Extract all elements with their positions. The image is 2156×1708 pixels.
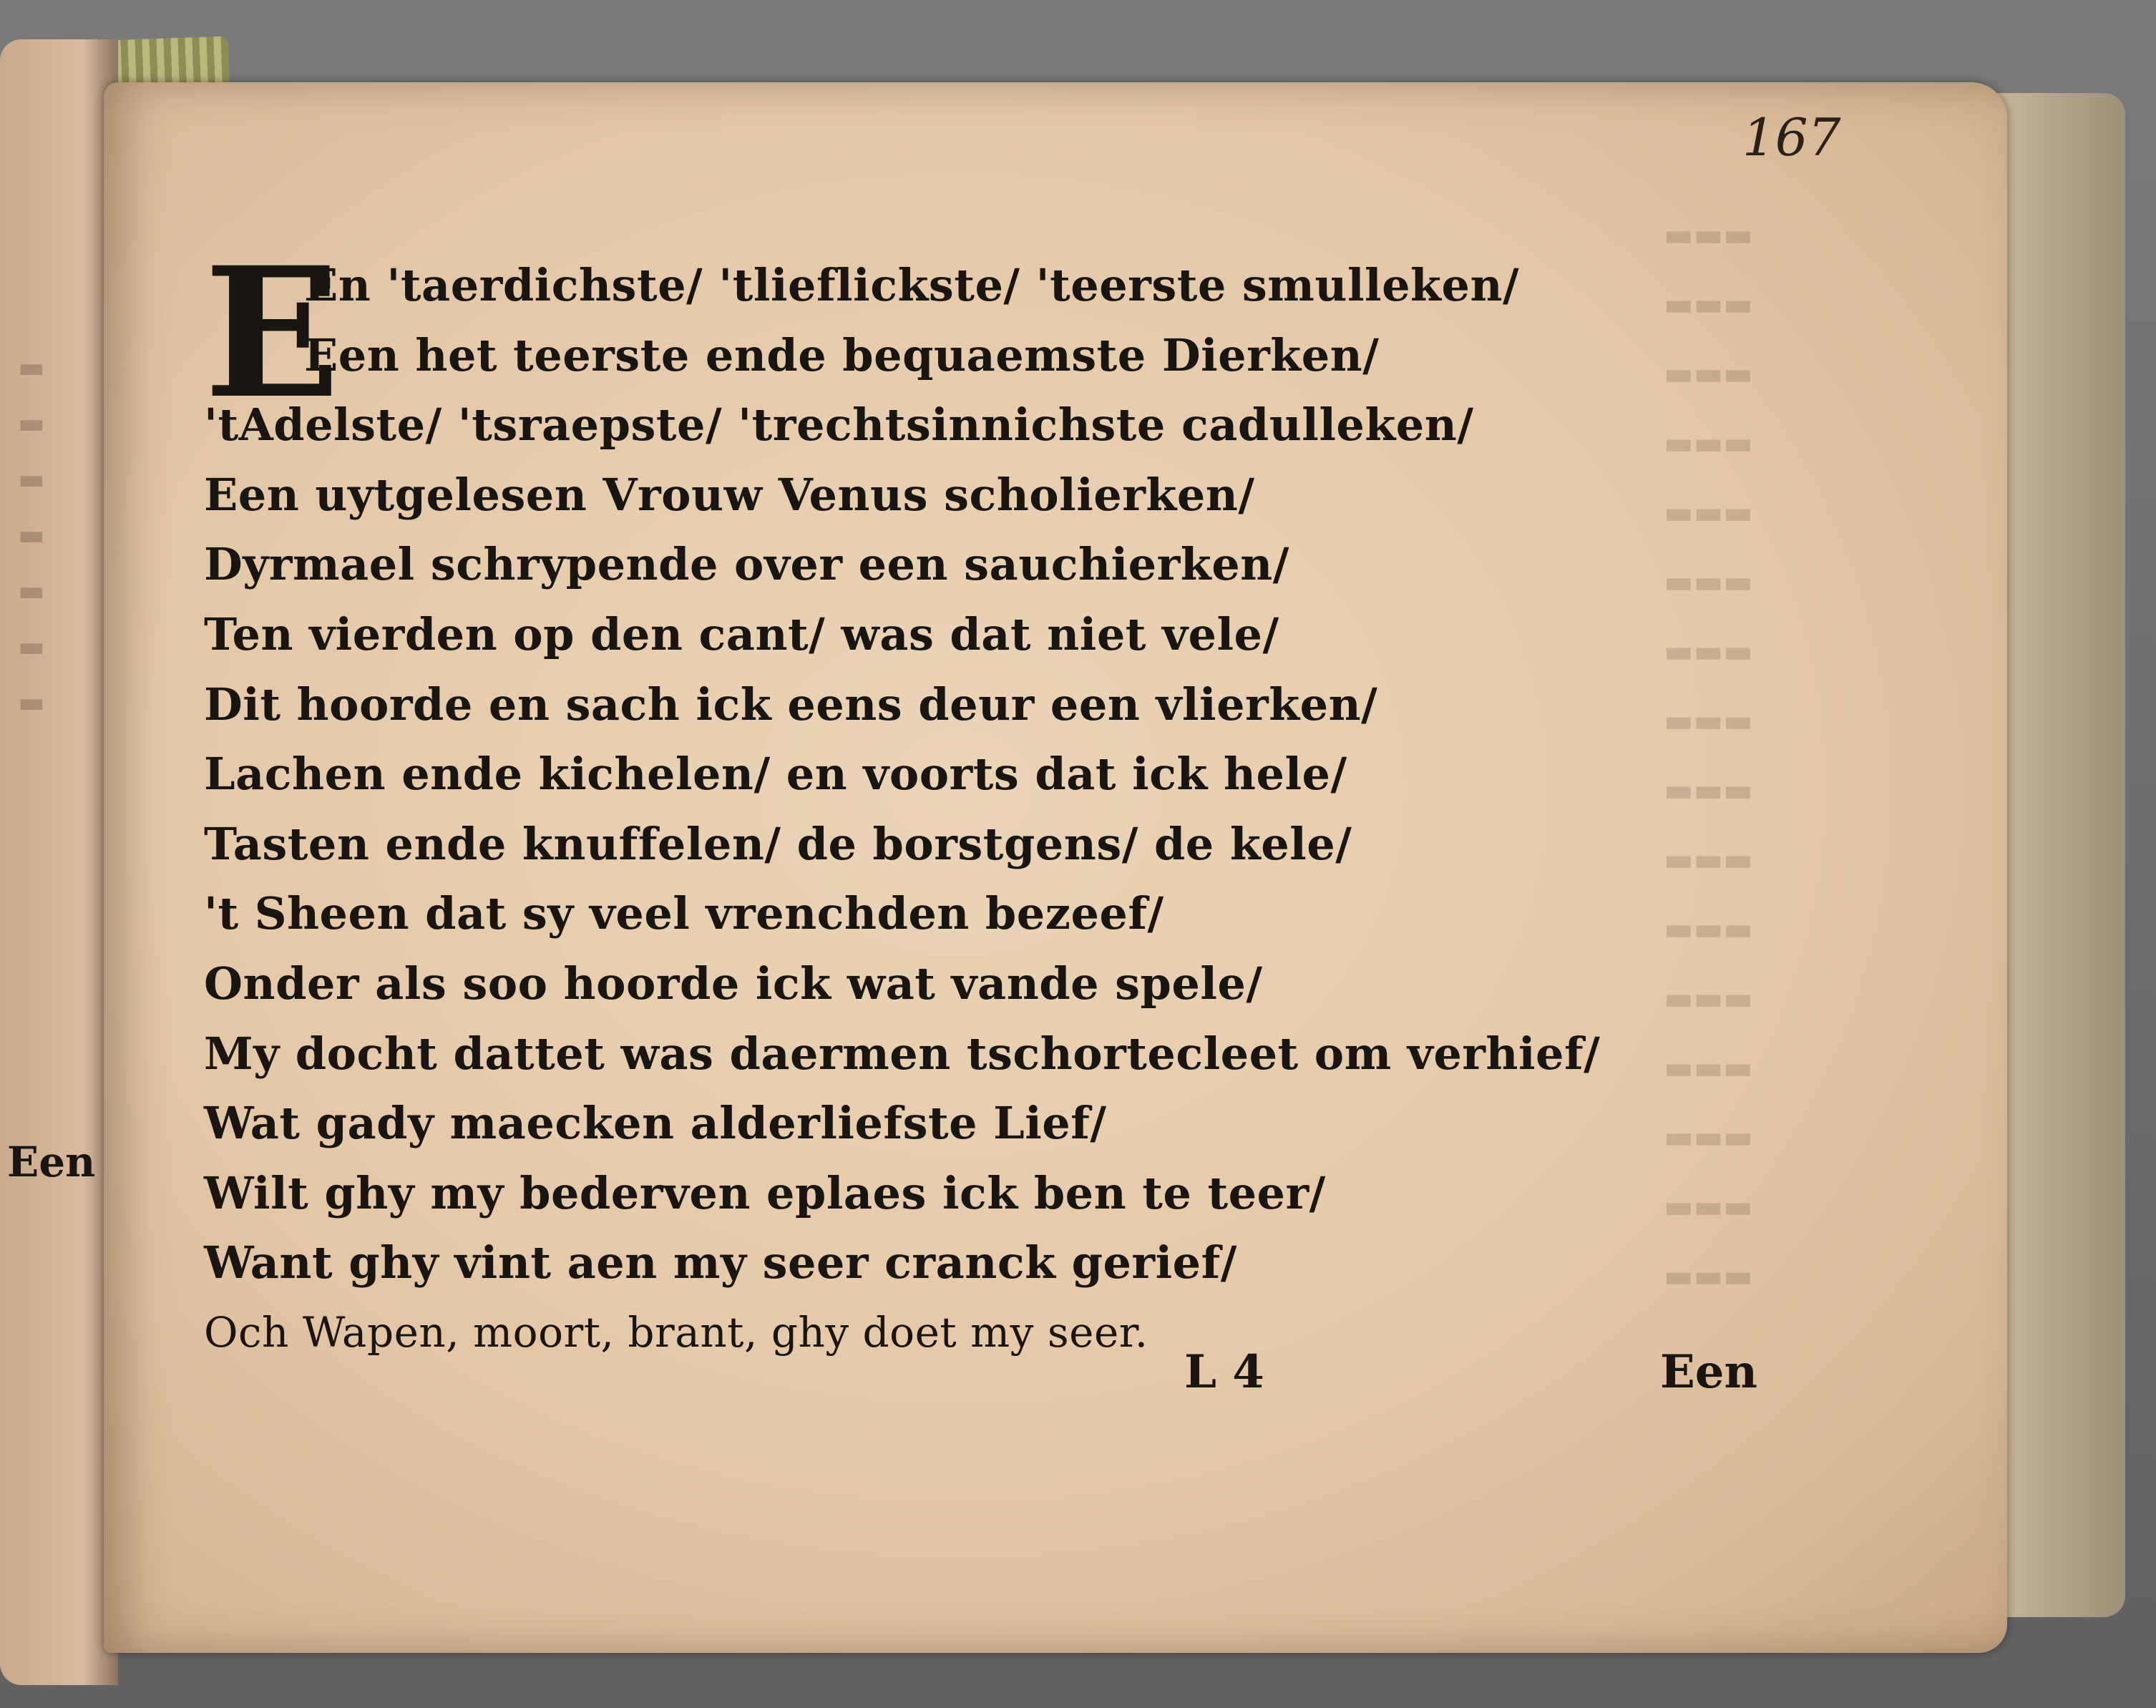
verse-line: Wilt ghy my bederven eplaes ick ben te teer/	[204, 1166, 1326, 1219]
verse-line: Want ghy vint aen my seer cranck gerief/	[204, 1236, 1237, 1289]
verse-line: En 'taerdichste/ 'tlieflickste/ 'teerste smulleken/	[304, 259, 1520, 311]
signature-mark: L 4	[1184, 1345, 1264, 1399]
show-through-text-left: ▬ ▬ ▬ ▬ ▬ ▬ ▬	[18, 351, 45, 719]
verse-line: Dit hoorde en sach ick eens deur een vlierken/	[204, 678, 1378, 731]
catchword: Een	[1660, 1345, 1758, 1399]
verse	[204, 250, 1936, 1368]
verse-line: Dyrmael schrypende over een sauchierken/	[204, 538, 1289, 591]
verse-line: Een uytgelesen Vrouw Venus scholierken/	[204, 468, 1255, 521]
show-through-text-right: ▬▬▬ ▬▬▬ ▬▬▬ ▬▬▬ ▬▬▬ ▬▬▬ ▬▬▬ ▬▬▬ ▬▬▬ ▬▬▬ ▬▬▬ ▬▬▬ ▬▬▬ ▬▬▬ ▬▬▬ ▬▬▬	[1664, 217, 1753, 1294]
left-page	[0, 39, 118, 1685]
verse-line: Onder als soo hoorde ick wat vande spele/	[204, 957, 1263, 1010]
verse-line: 't Sheen dat sy veel vrenchden bezeef/	[204, 887, 1164, 940]
verse-line: Wat gady maecken alderliefste Lief/	[204, 1097, 1107, 1150]
verse-line: Lachen ende kichelen/ en voorts dat ick hele/	[204, 748, 1347, 801]
left-page-catchword: Een	[7, 1138, 96, 1186]
right-page	[104, 82, 2007, 1653]
page-number: 167	[1742, 107, 1841, 167]
book-page-edges	[1989, 93, 2125, 1617]
verse-line: Och Wapen, moort, brant, ghy doet my seer.	[204, 1307, 1148, 1357]
verse-line: 'tAdelste/ 'tsraepste/ 'trechtsinnichste cadulleken/	[204, 399, 1474, 452]
verse-line: My docht dattet was daermen tschortecleet om verhief/	[204, 1027, 1601, 1080]
verse-line: Ten vierden op den cant/ was dat niet vele/	[204, 607, 1279, 660]
drop-cap-initial: E	[204, 228, 341, 438]
verse-line: Tasten ende knuffelen/ de borstgens/ de kele/	[204, 817, 1352, 870]
verse-line: Een het teerste ende bequaemste Dierken/	[304, 328, 1380, 381]
